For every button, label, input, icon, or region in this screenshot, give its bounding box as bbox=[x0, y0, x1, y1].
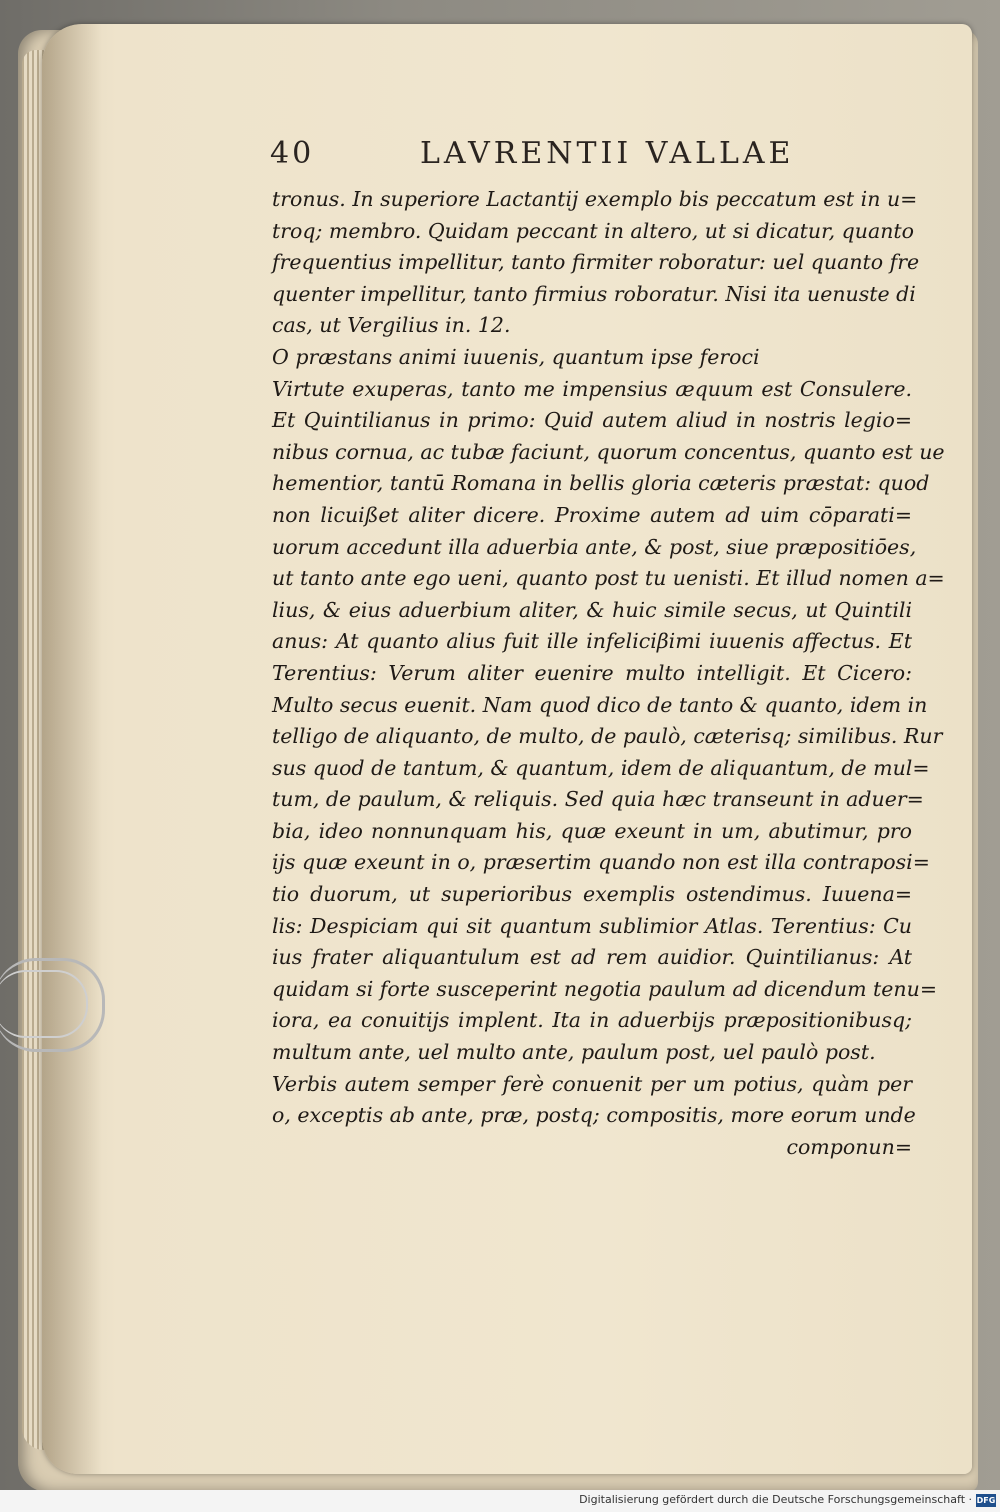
text-line: bia, ideo nonnunquam his, quæ exeunt in um, abutimur, pro bbox=[272, 818, 912, 843]
text-line: tum, de paulum, & reliquis. Sed quia hæc transeunt in aduer= bbox=[272, 787, 924, 812]
paper-clip-inner bbox=[0, 970, 88, 1038]
binding-shadow bbox=[42, 24, 102, 1474]
verse-line: O præstans animi iuuenis, quantum ipse feroci bbox=[272, 344, 760, 369]
text-line: quidam si forte susceperint negotia paulum ad dicendum tenu= bbox=[272, 976, 937, 1001]
text-line: tio duorum, ut superioribus exemplis ostendimus. Iuuena= bbox=[272, 882, 912, 907]
text-line: Verbis autem semper ferè conuenit per um potius, quàm per bbox=[272, 1071, 912, 1096]
text-line: Multo secus euenit. Nam quod dico de tanto & quanto, idem in bbox=[272, 692, 928, 717]
text-line: o, exceptis ab ante, præ, postq; compositis, more eorum unde bbox=[272, 1103, 916, 1128]
verse-line: Virtute exuperas, tanto me impensius æquum est Consulere. bbox=[272, 376, 912, 401]
text-line: ut tanto ante ego ueni, quanto post tu uenisti. Et illud nomen a= bbox=[272, 566, 945, 591]
text-line: lis: Despiciam qui sit quantum sublimior Atlas. Terentius: Cu bbox=[272, 913, 912, 938]
running-head: LAVRENTII VALLAE bbox=[420, 136, 795, 171]
text-line: nibus cornua, ac tubæ faciunt, quorum concentus, quanto est ue bbox=[272, 439, 945, 464]
text-line: non licuißet aliter dicere. Proxime autem ad uim cōparati= bbox=[272, 502, 912, 527]
text-line: ijs quæ exeunt in o, præsertim quando non est illa contraposi= bbox=[272, 850, 930, 875]
text-line: cas, ut Vergilius in. 12. bbox=[272, 313, 511, 338]
page-number: 40 bbox=[270, 136, 315, 171]
text-line: multum ante, uel multo ante, paulum post, uel paulò post. bbox=[272, 1040, 876, 1065]
text-line: sus quod de tantum, & quantum, idem de aliquantum, de mul= bbox=[272, 755, 930, 780]
text-line: ius frater aliquantulum est ad rem auidior. Quintilianus: At bbox=[272, 945, 912, 970]
text-line: hementior, tantū Romana in bellis gloria cæteris præstat: quod bbox=[272, 471, 930, 496]
funding-credit: Digitalisierung gefördert durch die Deutsche Forschungsgemeinschaft · bbox=[579, 1493, 972, 1506]
text-line: iora, ea conuitijs implent. Ita in aduerbijs præpositionibusq; bbox=[272, 1008, 912, 1033]
text-line: lius, & eius aduerbium aliter, & huic simile secus, ut Quintili bbox=[272, 597, 912, 622]
text-line: quenter impellitur, tanto firmius roboratur. Nisi ita uenuste di bbox=[272, 281, 916, 306]
text-line: telligo de aliquanto, de multo, de paulò, cæterisq; similibus. Rur bbox=[272, 724, 943, 749]
text-line: Et Quintilianus in primo: Quid autem aliud in nostris legio= bbox=[272, 408, 912, 433]
text-line: uorum accedunt illa aduerbia ante, & post, siue præpositiōes, bbox=[272, 534, 917, 559]
text-line: troq; membro. Quidam peccant in altero, ut si dicatur, quanto bbox=[272, 218, 915, 243]
text-line: tronus. In superiore Lactantij exemplo bis peccatum est in u= bbox=[272, 187, 918, 211]
text-line: Terentius: Verum aliter euenire multo intelligit. Et Cicero: bbox=[272, 660, 912, 685]
catchword: componun= bbox=[786, 1134, 912, 1159]
page-header bbox=[270, 136, 830, 176]
dfg-logo-icon: DFG bbox=[976, 1496, 996, 1505]
body-text bbox=[272, 184, 945, 1163]
text-line: frequentius impellitur, tanto firmiter roboratur: uel quanto fre bbox=[272, 250, 920, 275]
text-line: anus: At quanto alius fuit ille infeliciβimi iuuenis affectus. Et bbox=[272, 629, 912, 654]
